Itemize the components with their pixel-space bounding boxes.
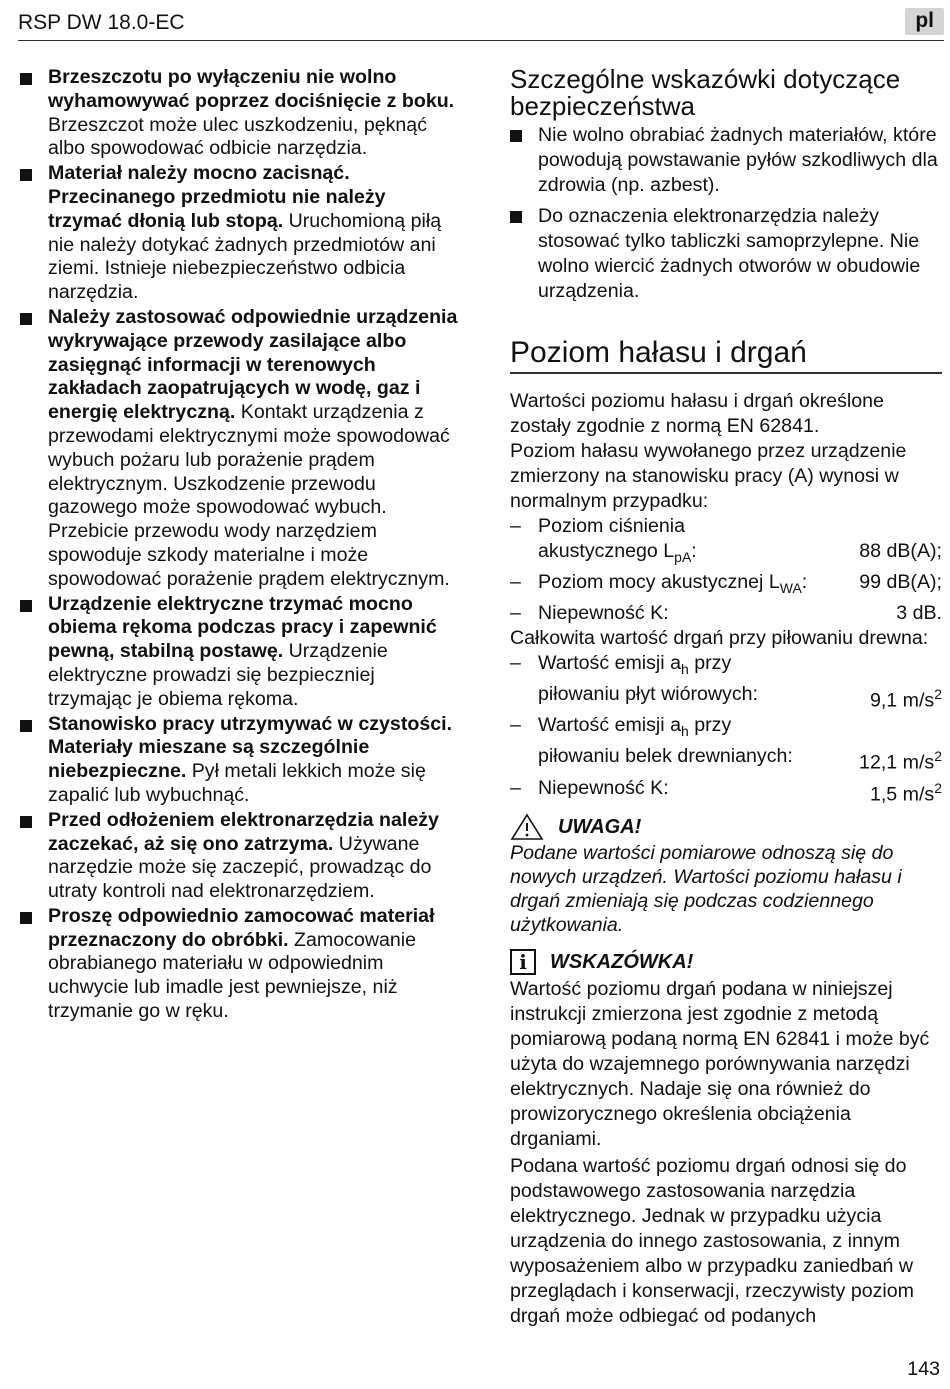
noise-power-item xyxy=(510,570,942,601)
vibration-uncertainty-item xyxy=(510,776,942,808)
safety-item xyxy=(20,713,460,808)
vibration-chipboard-label: piłowaniu płyt wiórowych: xyxy=(538,682,758,705)
noise-power-label: Poziom mocy akustycznej $L_{WA}$: xyxy=(538,570,808,596)
paragraph-vibration-total: Całkowita wartość drgań przy piłowaniu drewna: xyxy=(510,626,929,649)
right-column xyxy=(510,66,942,1329)
warning-title: UWAGA! xyxy=(558,815,642,838)
vibration-beams-label: piłowaniu belek drewnianych: xyxy=(538,745,793,768)
section-title-noise: Poziom hałasu i drgań xyxy=(510,336,942,374)
safety-item-bold: Materiał należy mocno zacisnąć. Przecinanego przedmiotu nie należy trzymać dłonią lub stopą. xyxy=(48,162,386,232)
section-title-safety: Szczególne wskazówki dotyczące bezpieczeństwa xyxy=(510,64,901,121)
safety-item-text: Zamocowanie obrabianego materiału w odpowiednim uchwycie lub imadle jest pewniejsze, niż trzymanie go w ręku. xyxy=(48,928,417,1023)
safety-list xyxy=(20,66,460,1024)
bullet-square-icon xyxy=(20,912,32,924)
safety-item-text: Brzeszczot może ulec uszkodzeniu, pęknąć albo spowodować odbicie narzędzia. xyxy=(48,113,427,160)
special-safety-item xyxy=(510,204,942,304)
dash-marker: – xyxy=(510,651,521,674)
bullet-square-icon xyxy=(20,73,32,85)
paragraph-vibration-method: Wartość poziomu drgań podana w niniejszej instrukcji zmierzona jest zgodnie z metodą pomiarową podaną normą EN 62841 i może być użyta do wzajemnego porównywania narzędzi elektrycznych. Nadaje się ona również do prowizorycznego określenia obciążenia drganiami. xyxy=(510,978,930,1151)
noise-uncertainty-item xyxy=(510,601,942,626)
vibration-beams-line1: Wartość emisji $a_h$ przy xyxy=(538,714,732,740)
dash-marker: – xyxy=(510,570,521,593)
safety-item-text: Pył metali lekkich może się zapalić lub wybuchnąć. xyxy=(48,760,426,806)
noise-uncertainty-label: Niepewność K: xyxy=(538,601,669,624)
noise-pressure-line1: Poziom ciśnienia xyxy=(538,515,686,537)
paragraph-vibration-application: Podana wartość poziomu drgań odnosi się do podstawowego zastosowania narzędzia elektrycznego. Jednak w przypadku użycia urządzenia do innego zastosowania, z innym wyposażeniem albo w przypadku zaniedbań w przeglądach i konserwacji, rzeczywisty poziom drgań może odbiegać od podanych xyxy=(510,1155,914,1328)
vibration-chipboard-value: 9,1 $m/s^2$ xyxy=(869,685,942,712)
vibration-beams-value: 12,1 $m/s^2$ xyxy=(859,748,942,774)
paragraph-noise-standard: Wartości poziomu hałasu i drgań określone zostały zgodnie z normą EN 62841. xyxy=(510,390,884,437)
special-safety-list xyxy=(510,123,942,304)
left-column xyxy=(20,66,460,1025)
bullet-square-icon xyxy=(20,313,32,325)
vibration-uncertainty-label: Niepewność K: xyxy=(538,776,669,799)
note-title: WSKAZÓWKA! xyxy=(550,950,694,973)
language-badge: pl xyxy=(905,8,944,35)
bullet-square-icon xyxy=(20,600,32,612)
bullet-square-icon xyxy=(510,211,522,223)
safety-item-text: Uruchomioną piłą nie należy dotykać żadnych przedmiotów ani ziemi. Istnieje niebezpieczeństwo odbicia narzędzia. xyxy=(48,209,442,304)
safety-item xyxy=(20,306,460,592)
vibration-chipboard-line1: Wartość emisji $a_h$ przy xyxy=(538,651,732,677)
bullet-square-icon xyxy=(20,720,32,732)
noise-pressure-value: 88 dB(A); xyxy=(859,540,942,562)
safety-item-bold: Urządzenie elektryczne trzymać mocno obiema rękoma podczas pracy i zapewnić pewną, stabilną postawę. xyxy=(48,592,437,663)
warning-header xyxy=(510,813,942,841)
bullet-square-icon xyxy=(20,169,32,181)
page-number: 143 xyxy=(907,1358,940,1380)
note-header xyxy=(510,949,942,975)
safety-item-bold: Należy zastosować odpowiednie urządzenia wykrywające przewody zasilające albo zasięgnąć informacji w terenowych zakładach zaopatrujących w wodę, gaz i energię elektryczną. xyxy=(48,305,458,424)
special-safety-text: Nie wolno obrabiać żadnych materiałów, które powodują powstawanie pyłów szkodliwych dla zdrowia (np. azbest). xyxy=(538,124,938,196)
bullet-square-icon xyxy=(20,816,32,828)
dash-marker: – xyxy=(510,601,521,624)
noise-power-value: 99 dB(A); xyxy=(859,570,942,593)
page-header xyxy=(18,8,944,41)
safety-item-text: Używane narzędzie może się zaczepić, prowadząc do utraty kontroli nad elektronarzędziem. xyxy=(48,832,432,903)
safety-item xyxy=(20,809,460,904)
warning-triangle-icon xyxy=(510,813,544,841)
safety-item-bold: Stanowisko pracy utrzymywać w czystości. Materiały mieszane są szczególnie niebezpieczne. xyxy=(48,712,453,783)
bullet-square-icon xyxy=(510,130,522,142)
info-icon: i xyxy=(510,949,536,975)
safety-item-bold: Brzeszczotu po wyłączeniu nie wolno wyhamowywać poprzez dociśnięcie z boku. xyxy=(48,66,455,112)
vibration-beams-item xyxy=(510,713,942,775)
warning-text: Podane wartości pomiarowe odnoszą się do nowych urządzeń. Wartości poziomu hałasu i drgań zmieniają się podczas codziennego użytkowania. xyxy=(510,842,902,937)
dash-marker: – xyxy=(510,515,521,537)
noise-pressure-item xyxy=(510,514,942,570)
safety-item-text: Urządzenie elektryczne prowadzi się bezpieczniej trzymając je obiema rękoma. xyxy=(48,640,388,710)
vibration-chipboard-item xyxy=(510,651,942,713)
safety-item xyxy=(20,905,460,1024)
model-name: RSP DW 18.0-EC xyxy=(18,11,185,34)
dash-marker: – xyxy=(510,776,521,799)
safety-item xyxy=(20,66,460,161)
special-safety-item xyxy=(510,123,942,198)
safety-item-bold: Proszę odpowiednio zamocować materiał przeznaczony do obróbki. xyxy=(48,904,435,951)
paragraph-noise-measured: Poziom hałasu wywołanego przez urządzenie zmierzony na stanowisku pracy (A) wynosi w normalnym przypadku: xyxy=(510,440,907,512)
special-safety-text: Do oznaczenia elektronarzędzia należy stosować tylko tabliczki samoprzylepne. Nie wolno wiercić żadnych otworów w obudowie urządzenia. xyxy=(538,205,921,302)
safety-item-bold: Przed odłożeniem elektronarzędzia należy zaczekać, aż się ono zatrzyma. xyxy=(48,808,439,855)
safety-item xyxy=(20,593,460,712)
noise-pressure-label: akustycznego $L_{pA}$: xyxy=(538,540,697,565)
vibration-uncertainty-value: 1,5 $m/s^2$ xyxy=(869,779,942,806)
noise-uncertainty-value: 3 dB. xyxy=(896,601,942,624)
safety-item xyxy=(20,162,460,305)
dash-marker: – xyxy=(510,714,521,737)
safety-item-text: Kontakt urządzenia z przewodami elektrycznymi może spowodować wybuch pożaru lub porażenie prądem elektrycznym. Uszkodzenie przewodu gazowego może spowodować wybuch. Przebicie przewodu wody narzędziem spowoduje szkody materialne i może spowodować porażenie prądem elektrycznym. xyxy=(48,401,450,590)
